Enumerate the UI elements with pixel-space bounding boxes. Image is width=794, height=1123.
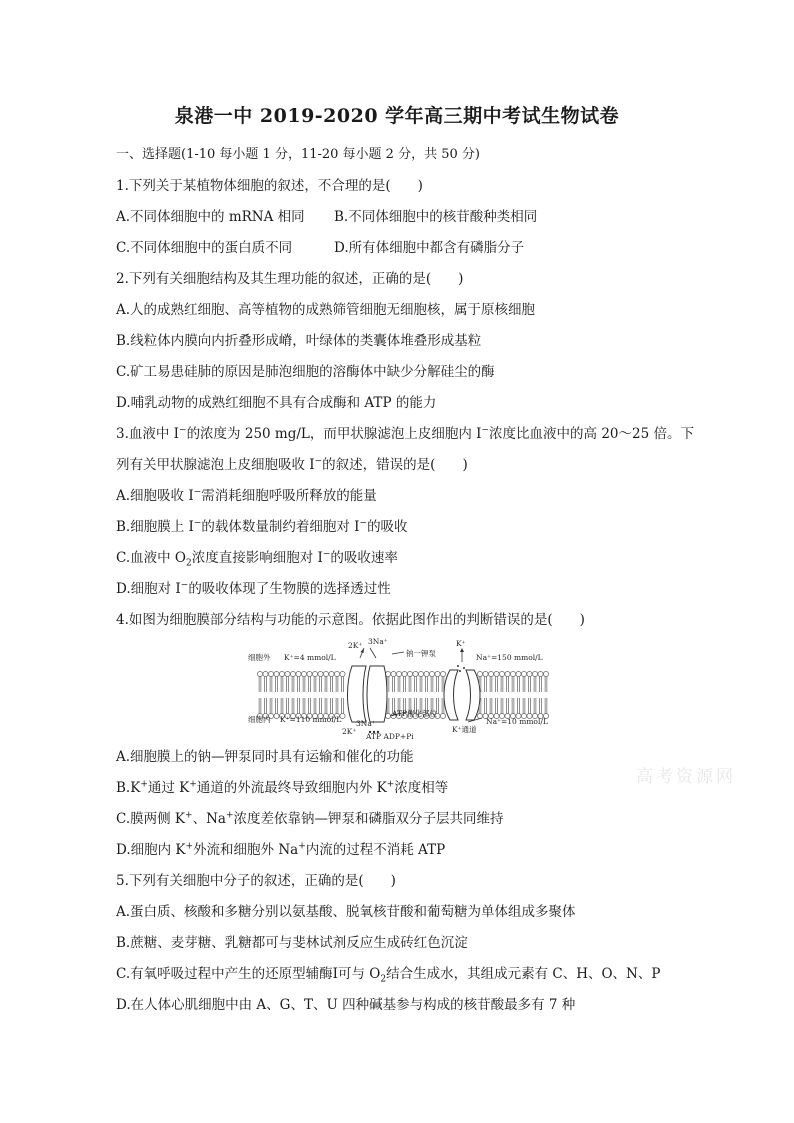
lipid-head [407, 671, 412, 676]
q1-option-d: D.所有体细胞中都含有磷脂分子 [334, 240, 525, 256]
q3-stem-line1: 3.血液中 I−的浓度为 250 mg/L，而甲状腺滤泡上皮细胞内 I−浓度比血液中的高 20～25 倍。下 [116, 425, 694, 442]
q3-stem-line2: 列有关甲状腺滤泡上皮细胞吸收 I−的叙述，错误的是( ) [116, 456, 468, 473]
lipid-head [279, 671, 284, 676]
q3-option-d: D.细胞对 I−的吸收体现了生物膜的选择透过性 [116, 580, 391, 597]
lipid-head [424, 671, 429, 676]
q1-option-b: B.不同体细胞中的核苷酸种类相同 [334, 209, 538, 225]
lipid-head [340, 671, 345, 676]
q4-option-d: D.细胞内 K+外流和细胞外 Na+内流的过程不消耗 ATP [116, 841, 446, 858]
lipid-head [505, 671, 510, 676]
q2-stem: 2.下列有关细胞结构及其生理功能的叙述，正确的是( ) [116, 271, 464, 287]
lipid-head [532, 671, 537, 676]
q1-option-c: C.不同体细胞中的蛋白质不同 [116, 240, 293, 256]
q4-stem: 4.如图为细胞膜部分结构与功能的示意图。依据此图作出的判断错误的是( ) [116, 612, 585, 628]
q3-option-a: A.细胞吸收 I−需消耗细胞呼吸所释放的能量 [116, 487, 377, 504]
label-top-2k: 2K⁺ [348, 641, 363, 650]
q3-option-b: B.细胞膜上 I−的载体数量制约着细胞对 I−的吸收 [116, 518, 408, 535]
lipid-head [440, 713, 445, 718]
lipid-head [499, 671, 504, 676]
lipid-head [477, 671, 482, 676]
lipid-head [307, 671, 312, 676]
potassium-channel [444, 670, 480, 720]
exam-title: 泉港一中 2019-2020 学年高三期中考试生物试卷 [174, 105, 620, 127]
q5-option-b: B.蔗糖、麦芽糖、乳糖都可与斐林试剂反应生成砖红色沉淀 [116, 935, 468, 951]
lipid-head [418, 671, 423, 676]
lipid-head [435, 671, 440, 676]
lipid-head [296, 671, 301, 676]
label-k-channel: K⁺通道 [452, 725, 477, 734]
label-top-3na: 3Na⁺ [368, 637, 388, 646]
lipid-head [516, 671, 521, 676]
lipid-head [543, 671, 548, 676]
q5-stem: 5.下列有关细胞中分子的叙述，正确的是( ) [116, 873, 396, 889]
lipid-head [391, 671, 396, 676]
label-inside-k: K⁺=110 mmol/L [280, 715, 342, 724]
q4-option-a: A.细胞膜上的钠—钾泵同时具有运输和催化的功能 [116, 749, 414, 765]
q2-option-d: D.哺乳动物的成熟红细胞不具有合成酶和 ATP 的能力 [116, 395, 437, 411]
lipid-head [318, 671, 323, 676]
lipid-head [483, 671, 488, 676]
q1-option-a: A.不同体细胞中的 mRNA 相同 [116, 209, 305, 225]
lipid-head [402, 671, 407, 676]
label-pump: 钠一钾泵 [406, 649, 436, 658]
label-na-outside: Na⁺=150 mmol/L [476, 653, 543, 662]
lipid-head [521, 671, 526, 676]
section-heading: 一、选择题(1-10 每小题 1 分，11-20 每小题 2 分，共 50 分) [116, 147, 480, 162]
lipid-head [323, 671, 328, 676]
lipid-head [429, 671, 434, 676]
label-outside: 细胞外 [248, 653, 271, 662]
label-atp-site: ATP催化部位 [392, 709, 438, 718]
lipid-head [334, 671, 339, 676]
q4-option-c: C.膜两侧 K+、Na+浓度差依靠钠—钾泵和磷脂双分子层共同维持 [116, 810, 504, 827]
label-k-top: K⁺ [456, 639, 466, 648]
lipid-head [263, 671, 268, 676]
q4-option-b: B.K+通过 K+通道的外流最终导致细胞内外 K+浓度相等 [116, 779, 449, 796]
lipid-head [527, 671, 532, 676]
q5-option-c: C.有氧呼吸过程中产生的还原型辅酶Ⅰ可与 $O_2$结合生成水，其组成元素有 C、H、O、N、P [116, 966, 661, 985]
lipid-head [274, 671, 279, 676]
label-bottom-2k: 2K⁺ [342, 727, 357, 736]
cell-membrane-diagram [244, 636, 556, 740]
lipid-head [285, 671, 290, 676]
lipid-head [488, 671, 493, 676]
q5-option-a: A.蛋白质、核酸和多糖分别以氨基酸、脱氧核苷酸和葡萄糖为单体组成多聚体 [116, 904, 576, 920]
q2-option-c: C.矿工易患硅肺的原因是肺泡细胞的溶酶体中缺少分解硅尘的酶 [116, 364, 495, 380]
sodium-potassium-pump [348, 666, 388, 722]
lipid-head [494, 671, 499, 676]
lipid-head [274, 713, 279, 718]
label-outside-k: K⁺=4 mmol/L [284, 653, 336, 662]
lipid-head [510, 671, 515, 676]
q5-option-d: D.在人体心肌细胞中由 A、G、T、U 四种碱基参与构成的核苷酸最多有 7 种 [116, 997, 576, 1013]
lipid-head [301, 671, 306, 676]
lipid-head [268, 671, 273, 676]
watermark: 高考资源网 [636, 767, 736, 787]
lipid-head [257, 671, 262, 676]
label-inside: 细胞内 [248, 715, 271, 724]
label-bottom-3na: 3Na⁺ [356, 719, 376, 728]
q3-option-c: C.血液中 $O_2$浓度直接影响细胞对 I−的吸收速率 [116, 549, 398, 569]
q1-stem: 1.下列关于某植物体细胞的叙述，不合理的是( ) [116, 178, 423, 194]
lipid-head [396, 671, 401, 676]
lipid-head [538, 671, 543, 676]
lipid-head [290, 671, 295, 676]
label-atp-reaction: ATP ADP+Pi [366, 732, 414, 740]
lipid-head [440, 671, 445, 676]
lipid-head [329, 671, 334, 676]
lipid-head [312, 671, 317, 676]
lipid-head [413, 671, 418, 676]
label-na-inside: Na⁺=10 mmol/L [486, 717, 548, 726]
q2-option-a: A.人的成熟红细胞、高等植物的成熟筛管细胞无细胞核，属于原核细胞 [116, 302, 536, 318]
q2-option-b: B.线粒体内膜向内折叠形成嵴，叶绿体的类囊体堆叠形成基粒 [116, 333, 482, 349]
